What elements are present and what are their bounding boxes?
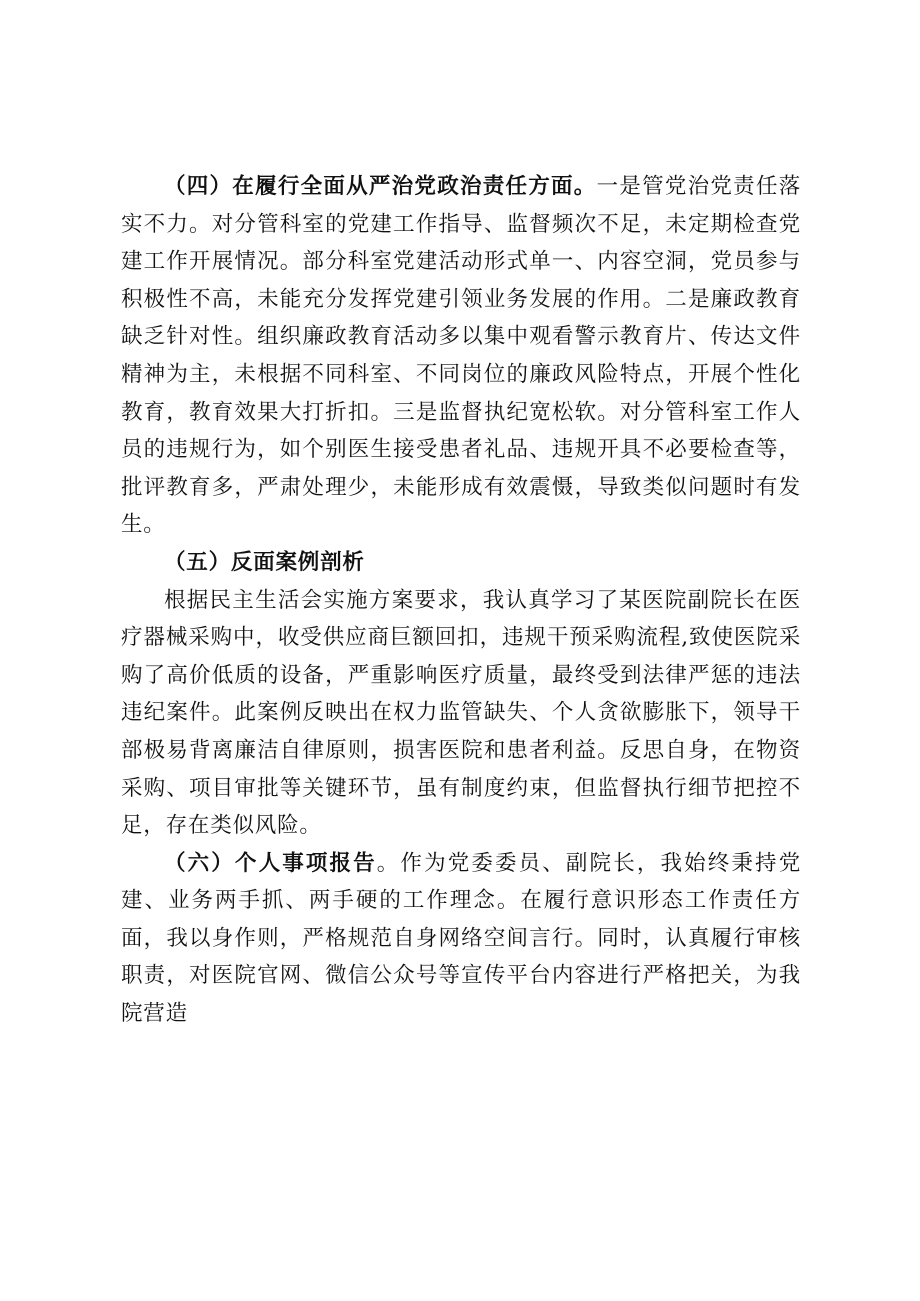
document-body [121, 168, 801, 1033]
section-4-body: 一是管党治党责任落实不力。对分管科室的党建工作指导、监督频次不足，未定期检查党建工作开展情况。部分科室党建活动形式单一、内容空洞，党员参与积极性不高，未能充分发挥党建引领业务发展的作用。二是廉政教育缺乏针对性。组织廉政教育活动多以集中观看警示教育片、传达文件精神为主，未根据不同科室、不同岗位的廉政风险特点，开展个性化教育，教育效果大打折扣。三是监督执纪宽松软。对分管科室工作人员的违规行为，如个别医生接受患者礼品、违规开具不必要检查等，批评教育多，严肃处理少，未能形成有效震慑，导致类似问题时有发生。 [121, 174, 802, 538]
section-5-body: 根据民主生活会实施方案要求，我认真学习了某医院副院长在医疗器械采购中，收受供应商巨额回扣，违规干预采购流程,致使医院采购了高价低质的设备，严重影响医疗质量，最终受到法律严惩的违法违纪案件。此案例反映出在权力监管缺失、个人贪欲膨胀下，领导干部极易背离廉洁自律原则，损害医院和患者利益。反思自身，在物资采购、项目审批等关键环节，虽有制度约束，但监督执行细节把控不足，存在类似风险。 [121, 587, 801, 839]
section-4-paragraph [121, 168, 801, 544]
section-6-heading: （六）个人事项报告 [164, 850, 377, 876]
section-6-paragraph [121, 845, 801, 1033]
section-6-body: 。作为党委委员、副院长，我始终秉持党建、业务两手抓、两手硬的工作理念。在履行意识形态工作责任方面，我以身作则，严格规范自身网络空间言行。同时，认真履行审核职责，对医院官网、微信公众号等宣传平台内容进行严格把关，为我院营造 [121, 850, 801, 1027]
section-4-heading: （四）在履行全面从严治党政治责任方面。 [164, 174, 597, 199]
section-5-heading-paragraph [121, 544, 801, 582]
section-5-heading: （五）反面案例剖析 [164, 549, 365, 575]
